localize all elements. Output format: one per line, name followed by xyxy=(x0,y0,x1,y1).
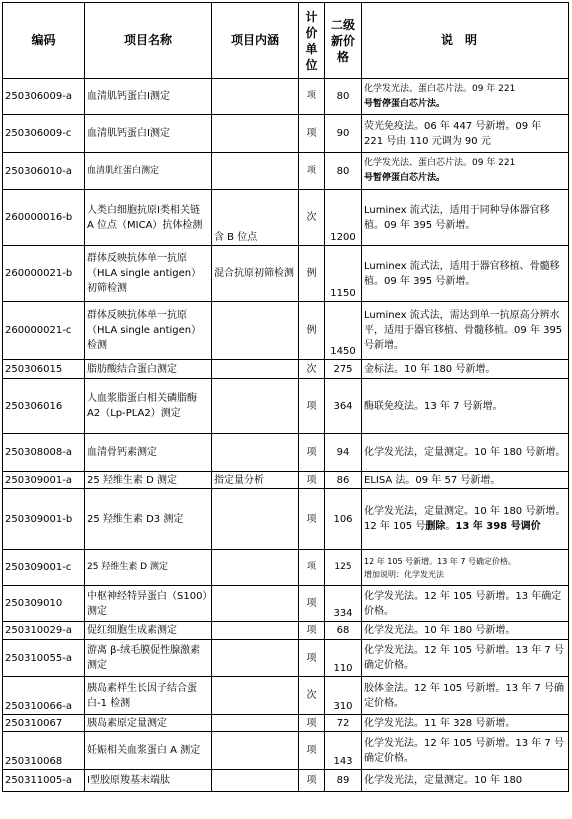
row-content xyxy=(212,302,299,360)
row-code: 250311005-a xyxy=(3,770,85,792)
row-price: 143 xyxy=(325,732,362,770)
row-unit: 项 xyxy=(299,379,325,434)
row-name: 中枢神经特异蛋白（S100）测定 xyxy=(85,586,212,622)
row-price: 80 xyxy=(325,79,362,115)
row-code: 250310055-a xyxy=(3,640,85,677)
row-code: 250306015 xyxy=(3,360,85,379)
row-price: 80 xyxy=(325,153,362,190)
row-price: 94 xyxy=(325,434,362,472)
header-code: 编码 xyxy=(3,3,85,79)
row-name: 胰岛素原定量测定 xyxy=(85,715,212,732)
row-price: 275 xyxy=(325,360,362,379)
row-note: 化学发光法，定量测定。10 年 180 xyxy=(362,770,569,792)
row-content xyxy=(212,677,299,715)
table-row xyxy=(3,472,569,489)
row-content xyxy=(212,434,299,472)
row-note: 胶体金法。12 年 105 号新增。13 年 7 号确定价格。 xyxy=(362,677,569,715)
row-note-line: 号暂停蛋白芯片法。 xyxy=(364,98,446,109)
row-content xyxy=(212,379,299,434)
row-note: 化学发光法。12 年 105 号新增。13 年确定价格。 xyxy=(362,586,569,622)
row-price: 86 xyxy=(325,472,362,489)
row-content xyxy=(212,489,299,550)
row-price: 90 xyxy=(325,115,362,153)
row-name: 人血浆脂蛋白相关磷脂酶 A2（Lp-PLA2）测定 xyxy=(85,379,212,434)
row-note-line: 化学发光法、蛋白芯片法。09 年 221 xyxy=(364,83,516,94)
row-unit: 次 xyxy=(299,677,325,715)
row-unit: 项 xyxy=(299,770,325,792)
row-name: 25 羟维生素 D 测定 xyxy=(85,472,212,489)
row-note-line: 增加说明：化学发光法 xyxy=(364,569,444,579)
row-name: 妊娠相关血浆蛋白 A 测定 xyxy=(85,732,212,770)
row-content xyxy=(212,586,299,622)
row-code: 250310067 xyxy=(3,715,85,732)
row-unit: 项 xyxy=(299,715,325,732)
row-note: 化学发光法。10 年 180 号新增。 xyxy=(362,622,569,640)
row-price: 364 xyxy=(325,379,362,434)
table-row xyxy=(3,550,569,586)
row-note xyxy=(362,489,569,550)
row-note xyxy=(362,153,569,190)
table-row xyxy=(3,715,569,732)
row-note-line: 荧光免疫法。06 年 447 号新增。09 年 xyxy=(364,120,542,132)
table-row xyxy=(3,115,569,153)
row-note-line: 。 xyxy=(445,521,456,532)
row-code: 250309010 xyxy=(3,586,85,622)
row-name: 25 羟维生素 D 测定 xyxy=(85,550,212,586)
row-price: 334 xyxy=(325,586,362,622)
row-name: 血清肌钙蛋白Ⅰ测定 xyxy=(85,79,212,115)
row-unit: 项 xyxy=(299,550,325,586)
row-content xyxy=(212,640,299,677)
row-unit: 项 xyxy=(299,153,325,190)
row-name: 25 羟维生素 D3 测定 xyxy=(85,489,212,550)
row-unit: 项 xyxy=(299,434,325,472)
row-price: 72 xyxy=(325,715,362,732)
table-row xyxy=(3,190,569,246)
row-price: 310 xyxy=(325,677,362,715)
row-note-repriced: 13 年 398 号调价 xyxy=(455,521,541,532)
row-content xyxy=(212,770,299,792)
row-code: 250310066-a xyxy=(3,677,85,715)
row-name: 促红细胞生成素测定 xyxy=(85,622,212,640)
table-row xyxy=(3,586,569,622)
row-unit: 项 xyxy=(299,622,325,640)
row-unit: 项 xyxy=(299,79,325,115)
row-note-line: 化学发光法，定量测定。10 年 180 号新增。12 年 105 号 xyxy=(364,506,566,532)
row-content xyxy=(212,732,299,770)
table-row xyxy=(3,153,569,190)
row-unit: 项 xyxy=(299,115,325,153)
row-unit: 例 xyxy=(299,302,325,360)
row-unit: 次 xyxy=(299,360,325,379)
row-unit: 项 xyxy=(299,640,325,677)
table-row xyxy=(3,770,569,792)
table-row xyxy=(3,434,569,472)
row-note-line: 号暂停蛋白芯片法。 xyxy=(364,173,446,183)
row-name: 游离 β-绒毛膜促性腺激素测定 xyxy=(85,640,212,677)
row-note xyxy=(362,550,569,586)
row-name: 群体反映抗体单一抗原（HLA single antigen）初筛检测 xyxy=(85,246,212,302)
row-code: 250309001-a xyxy=(3,472,85,489)
table-row xyxy=(3,79,569,115)
row-note: 金标法。10 年 180 号新增。 xyxy=(362,360,569,379)
row-name: 人类白细胞抗原Ⅰ类相关链 A 位点（MICA）抗体检测 xyxy=(85,190,212,246)
row-price: 1150 xyxy=(325,246,362,302)
row-code: 250308008-a xyxy=(3,434,85,472)
price-table xyxy=(2,2,569,792)
row-note: 化学发光法。12 年 105 号新增。13 年 7 号确定价格。 xyxy=(362,640,569,677)
row-note-line: 12 年 105 号新增。13 年 7 号确定价格。 xyxy=(364,556,516,566)
row-price: 89 xyxy=(325,770,362,792)
header-description: 说明 xyxy=(362,3,569,79)
row-price: 68 xyxy=(325,622,362,640)
row-code: 260000016-b xyxy=(3,190,85,246)
header-content: 项目内涵 xyxy=(212,3,299,79)
row-name: 脂肪酸结合蛋白测定 xyxy=(85,360,212,379)
row-code: 260000021-c xyxy=(3,302,85,360)
row-price: 1450 xyxy=(325,302,362,360)
row-name: 血清骨钙素测定 xyxy=(85,434,212,472)
row-content xyxy=(212,153,299,190)
header-price: 二级新价格 xyxy=(325,3,362,79)
table-row xyxy=(3,640,569,677)
row-unit: 项 xyxy=(299,732,325,770)
header-unit: 计价单位 xyxy=(299,3,325,79)
row-name: 群体反映抗体单一抗原（HLA single antigen）检测 xyxy=(85,302,212,360)
row-note-deleted: 删除 xyxy=(425,521,446,532)
header-name: 项目名称 xyxy=(85,3,212,79)
table-row xyxy=(3,677,569,715)
table-row xyxy=(3,622,569,640)
row-note: Luminex 流式法，需达到单一抗原高分辨水平，适用于器官移植、骨髓移植。09 年 395 号新增。 xyxy=(362,302,569,360)
row-code: 250309001-b xyxy=(3,489,85,550)
row-note: ELISA 法。09 年 57 号新增。 xyxy=(362,472,569,489)
row-content xyxy=(212,715,299,732)
row-price: 125 xyxy=(325,550,362,586)
row-code: 250306009-a xyxy=(3,79,85,115)
row-code: 250306016 xyxy=(3,379,85,434)
row-code: 250306009-c xyxy=(3,115,85,153)
row-code: 250309001-c xyxy=(3,550,85,586)
row-note: 化学发光法，定量测定。10 年 180 号新增。 xyxy=(362,434,569,472)
row-content xyxy=(212,115,299,153)
row-note-line: 化学发光法、蛋白芯片法。09 年 221 xyxy=(364,158,516,168)
row-code: 250306010-a xyxy=(3,153,85,190)
row-price: 110 xyxy=(325,640,362,677)
row-note: 化学发光法。11 年 328 号新增。 xyxy=(362,715,569,732)
row-content xyxy=(212,79,299,115)
row-content xyxy=(212,622,299,640)
row-content: 混合抗原初筛检测 xyxy=(212,246,299,302)
row-unit: 项 xyxy=(299,472,325,489)
table-row xyxy=(3,489,569,550)
row-unit: 次 xyxy=(299,190,325,246)
row-price: 106 xyxy=(325,489,362,550)
row-code: 250310029-a xyxy=(3,622,85,640)
row-code: 260000021-b xyxy=(3,246,85,302)
row-note: 化学发光法。12 年 105 号新增。13 年 7 号确定价格。 xyxy=(362,732,569,770)
row-content xyxy=(212,360,299,379)
row-note: Luminex 流式法，适用于同种导体器官移植。09 年 395 号新增。 xyxy=(362,190,569,246)
table-row xyxy=(3,246,569,302)
row-name: Ⅰ型胶原羧基末端肽 xyxy=(85,770,212,792)
row-note xyxy=(362,115,569,153)
table-row xyxy=(3,379,569,434)
row-note-line: 221 号由 110 元调为 90 元 xyxy=(364,135,491,147)
row-note xyxy=(362,79,569,115)
row-content xyxy=(212,550,299,586)
table-row xyxy=(3,360,569,379)
row-note: 酶联免疫法。13 年 7 号新增。 xyxy=(362,379,569,434)
row-name: 血清肌钙蛋白Ⅰ测定 xyxy=(85,115,212,153)
table-row xyxy=(3,302,569,360)
row-unit: 项 xyxy=(299,489,325,550)
row-name: 血清肌红蛋白测定 xyxy=(85,153,212,190)
row-code: 250310068 xyxy=(3,732,85,770)
row-price: 1200 xyxy=(325,190,362,246)
row-name: 胰岛素样生长因子结合蛋白-1 检测 xyxy=(85,677,212,715)
row-unit: 项 xyxy=(299,586,325,622)
row-content: 含 B 位点 xyxy=(212,190,299,246)
row-note: Luminex 流式法，适用于器官移植、骨髓移植。09 年 395 号新增。 xyxy=(362,246,569,302)
row-unit: 例 xyxy=(299,246,325,302)
row-content: 指定量分析 xyxy=(212,472,299,489)
table-header-row xyxy=(3,3,569,79)
table-row xyxy=(3,732,569,770)
